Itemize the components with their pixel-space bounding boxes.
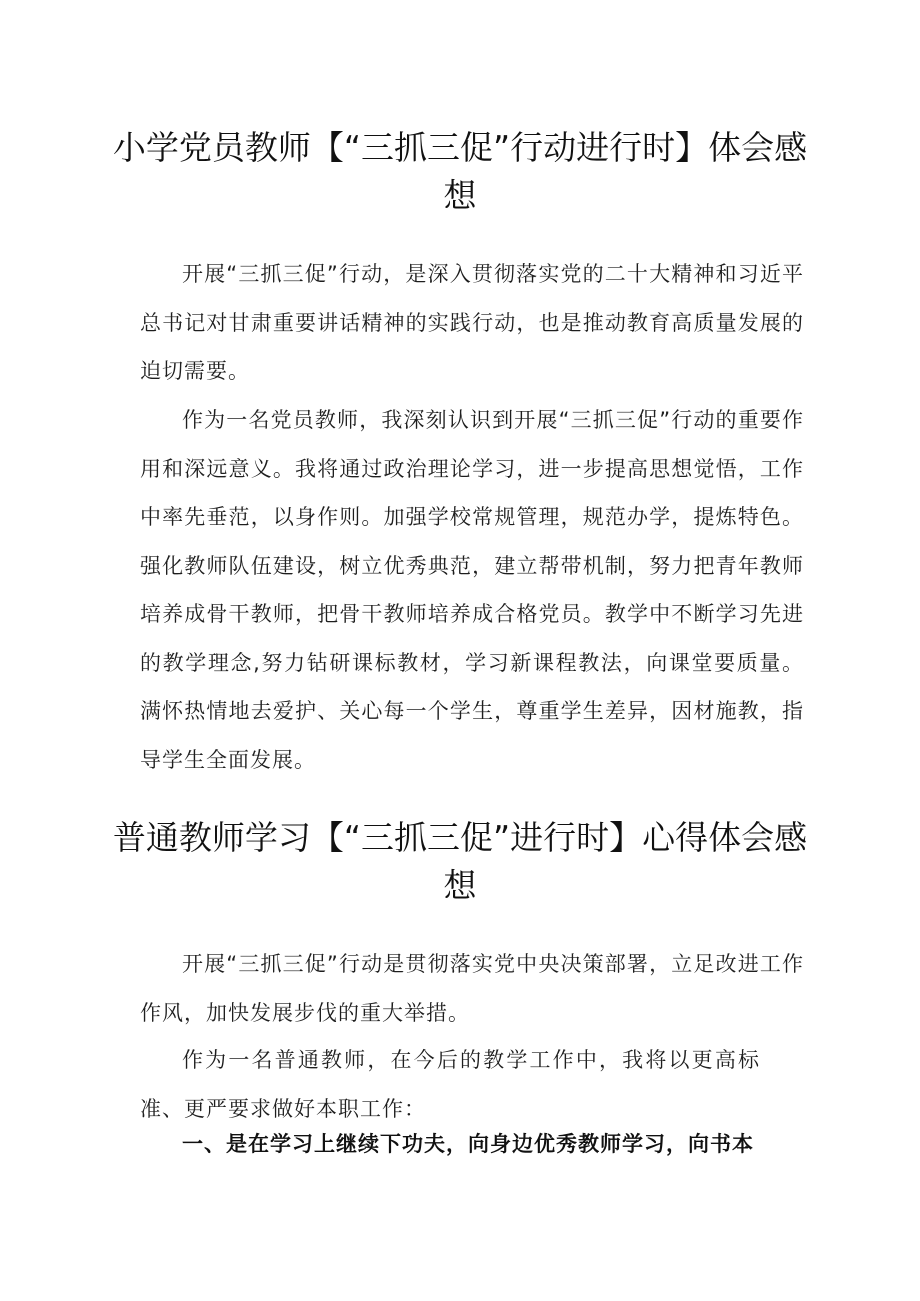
article-2-paragraph-1: 开展“三抓三促”行动是贯彻落实党中央决策部署，立足改进工作作风，加快发展步伐的重大举措。 (140, 952, 804, 1025)
article-2-paragraph-2: 作为一名普通教师，在今后的教学工作中，我将以更高标准、更严要求做好本职工作： (140, 1048, 760, 1121)
article-1-paragraph-1: 开展“三抓三促”行动，是深入贯彻落实党的二十大精神和习近平总书记对甘肃重要讲话精神的实践行动，也是推动教育高质量发展的迫切需要。 (140, 262, 804, 383)
article-2-title: 普通教师学习【“三抓三促”进行时】心得体会感想 (112, 818, 808, 905)
article-1-title: 小学党员教师【“三抓三促”行动进行时】体会感想 (112, 128, 808, 215)
article-1-paragraph-2: 作为一名党员教师，我深刻认识到开展“三抓三促”行动的重要作用和深远意义。我将通过政治理论学习，进一步提高思想觉悟，工作中率先垂范，以身作则。加强学校常规管理，规范办学，提炼特色。强化教师队伍建设，树立优秀典范，建立帮带机制，努力把青年教师培养成骨干教师，把骨干教师培养成合格党员。教学中不断学习先进的教学理念,努力钻研课标教材，学习新课程教法，向课堂要质量。满怀热情地去爱护、关心每一个学生，尊重学生差异，因材施教，指导学生全面发展。 (140, 408, 804, 772)
article-2-paragraph-3: 一、是在学习上继续下功夫，向身边优秀教师学习，向书本 (182, 1132, 754, 1156)
